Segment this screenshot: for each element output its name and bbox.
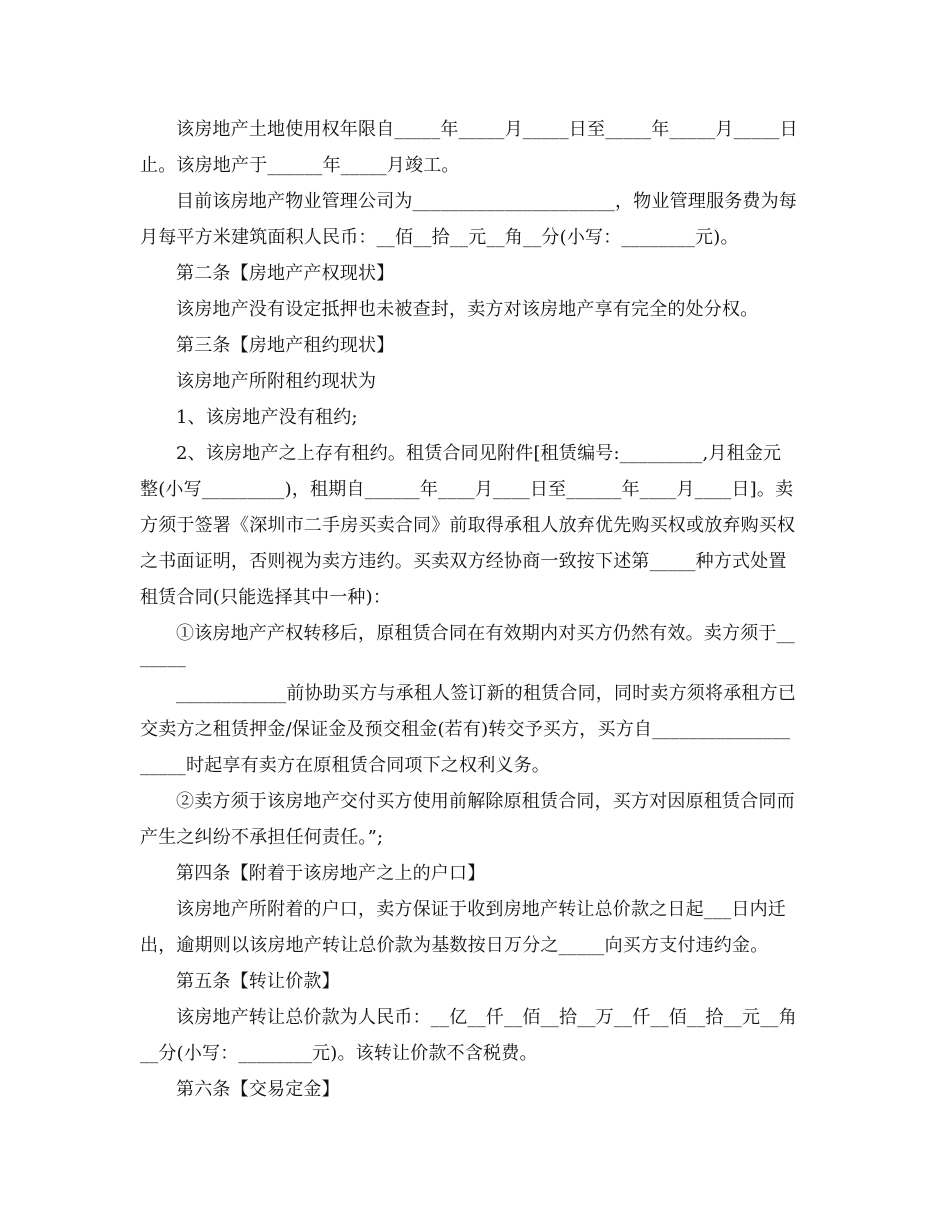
- paragraph-lease-status: 该房地产所附租约现状为: [176, 371, 377, 392]
- option-2-no-liability: 产生之纠纷不承担任何责任。”;: [140, 827, 384, 848]
- option-1-deposit-transfer: 交卖方之租赁押金/保证金及预交租金(若有)转交予买方，买方自_______________: [140, 719, 791, 740]
- paragraph-total-price: 该房地产转让总价款为人民币：__亿__仟__佰__拾__万__仟__佰__拾__元__角: [176, 1007, 797, 1028]
- paragraph-land-use-term: 该房地产土地使用权年限自_____年_____月_____日至_____年_____月_____日: [176, 119, 798, 140]
- list-item-no-lease: 1、该房地产没有租约;: [176, 407, 358, 428]
- paragraph-lease-waiver: 方须于签署《深圳市二手房买卖合同》前取得承租人放弃优先购买权或放弃购买权: [140, 515, 796, 536]
- paragraph-lease-choice-note: 租赁合同(只能选择其中一种)：: [140, 587, 392, 608]
- paragraph-registration-penalty: 出，逾期则以该房地产转让总价款为基数按日万分之_____向买方支付违约金。: [140, 935, 769, 956]
- paragraph-lease-terms: 整(小写_________)，租期自______年____月____日至______年____月____日]。卖: [140, 479, 794, 500]
- option-2-terminate-lease: ②卖方须于该房地产交付买方使用前解除原租赁合同，买方对因原租赁合同而: [176, 791, 795, 812]
- article-2-heading: 第二条【房地产产权现状】: [176, 263, 395, 284]
- option-1-blank: _____: [140, 647, 186, 668]
- paragraph-ownership-status: 该房地产没有设定抵押也未被查封，卖方对该房地产享有完全的处分权。: [176, 299, 759, 320]
- paragraph-completion-date: 止。该房地产于______年_____月竣工。: [140, 155, 460, 176]
- article-3-heading: 第三条【房地产租约现状】: [176, 335, 395, 356]
- article-4-heading: 第四条【附着于该房地产之上的户口】: [176, 863, 486, 884]
- option-1-lease-valid: ①该房地产产权转移后，原租赁合同在有效期内对买方仍然有效。卖方须于__: [176, 623, 795, 644]
- article-5-heading: 第五条【转让价款】: [176, 971, 340, 992]
- option-1-rights: _____时起享有卖方在原租赁合同项下之权利义务。: [140, 755, 550, 776]
- article-6-heading: 第六条【交易定金】: [176, 1079, 340, 1100]
- paragraph-lease-choice: 之书面证明，否则视为卖方违约。买卖双方经协商一致按下述第_____种方式处置: [140, 551, 787, 572]
- paragraph-household-registration: 该房地产所附着的户口，卖方保证于收到房地产转让总价款之日起___日内迁: [176, 899, 786, 920]
- list-item-existing-lease: 2、该房地产之上存有租约。租赁合同见附件[租赁编号:_________,月租金元: [176, 443, 782, 464]
- paragraph-price-excludes-tax: __分(小写：________元)。该转让价款不含税费。: [140, 1043, 538, 1064]
- paragraph-management-fee: 月每平方米建筑面积人民币：__佰__拾__元__角__分(小写：________元)。: [140, 227, 739, 248]
- option-1-new-contract: ____________前协助买方与承租人签订新的租赁合同，同时卖方须将承租方已: [176, 683, 796, 704]
- paragraph-property-management: 目前该房地产物业管理公司为______________________，物业管理服务费为每: [176, 191, 797, 212]
